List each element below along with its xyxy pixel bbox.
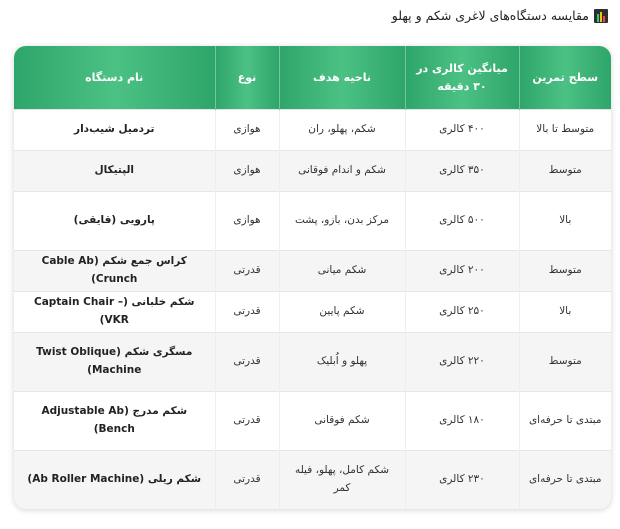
cell-calories: ۴۰۰ کالری (405, 110, 519, 151)
cell-level: متوسط (519, 333, 611, 392)
cell-type: قدرتی (215, 451, 279, 510)
cell-device: کراس جمع شکم (Cable Ab Crunch) (14, 251, 215, 292)
page-title (392, 8, 608, 23)
cell-type: قدرتی (215, 292, 279, 333)
table-header-row (14, 46, 611, 110)
cell-device: الپتیکال (14, 151, 215, 192)
table-row (14, 451, 611, 510)
cell-type: قدرتی (215, 251, 279, 292)
cell-calories: ۱۸۰ کالری (405, 392, 519, 451)
cell-level: متوسط تا بالا (519, 110, 611, 151)
cell-type: قدرتی (215, 392, 279, 451)
cell-calories: ۲۵۰ کالری (405, 292, 519, 333)
cell-calories: ۲۲۰ کالری (405, 333, 519, 392)
cell-device: شکم خلبانی (Captain Chair – VKR) (14, 292, 215, 333)
header-type: نوع (215, 46, 279, 110)
cell-calories: ۳۵۰ کالری (405, 151, 519, 192)
table-row (14, 151, 611, 192)
table-row (14, 110, 611, 151)
cell-target: شکم کامل، پهلو، فیله کمر (279, 451, 405, 510)
cell-device: تردمیل شیب‌دار (14, 110, 215, 151)
table-row (14, 251, 611, 292)
header-target: ناحیه هدف (279, 46, 405, 110)
comparison-table (14, 46, 611, 509)
cell-type: هوازی (215, 151, 279, 192)
cell-target: شکم میانی (279, 251, 405, 292)
header-device: نام دستگاه (14, 46, 215, 110)
cell-type: هوازی (215, 192, 279, 251)
cell-level: بالا (519, 192, 611, 251)
page-title-text: مقایسه دستگاه‌های لاغری شکم و پهلو (391, 8, 589, 23)
cell-type: هوازی (215, 110, 279, 151)
table-row (14, 192, 611, 251)
cell-target: مرکز بدن، بازو، پشت (279, 192, 405, 251)
cell-level: متوسط (519, 151, 611, 192)
cell-calories: ۲۰۰ کالری (405, 251, 519, 292)
bar-chart-icon (594, 9, 608, 23)
header-calories: میانگین کالری در ۳۰ دقیقه (405, 46, 519, 110)
cell-target: شکم پایین (279, 292, 405, 333)
cell-calories: ۲۳۰ کالری (405, 451, 519, 510)
cell-calories: ۵۰۰ کالری (405, 192, 519, 251)
cell-level: مبتدی تا حرفه‌ای (519, 451, 611, 510)
cell-level: مبتدی تا حرفه‌ای (519, 392, 611, 451)
cell-device: پارویی (قایقی) (14, 192, 215, 251)
cell-target: شکم و اندام فوقانی (279, 151, 405, 192)
cell-target: پهلو و اُبلیک (279, 333, 405, 392)
cell-target: شکم، پهلو، ران (279, 110, 405, 151)
cell-device: شکم ریلی (Ab Roller Machine) (14, 451, 215, 510)
cell-type: قدرتی (215, 333, 279, 392)
cell-device: مسگری شکم (Twist Oblique Machine) (14, 333, 215, 392)
table-row (14, 333, 611, 392)
table-row (14, 392, 611, 451)
cell-level: متوسط (519, 251, 611, 292)
cell-target: شکم فوقانی (279, 392, 405, 451)
cell-level: بالا (519, 292, 611, 333)
table-row (14, 292, 611, 333)
cell-device: شکم مدرج (Adjustable Ab Bench) (14, 392, 215, 451)
header-level: سطح تمرین (519, 46, 611, 110)
